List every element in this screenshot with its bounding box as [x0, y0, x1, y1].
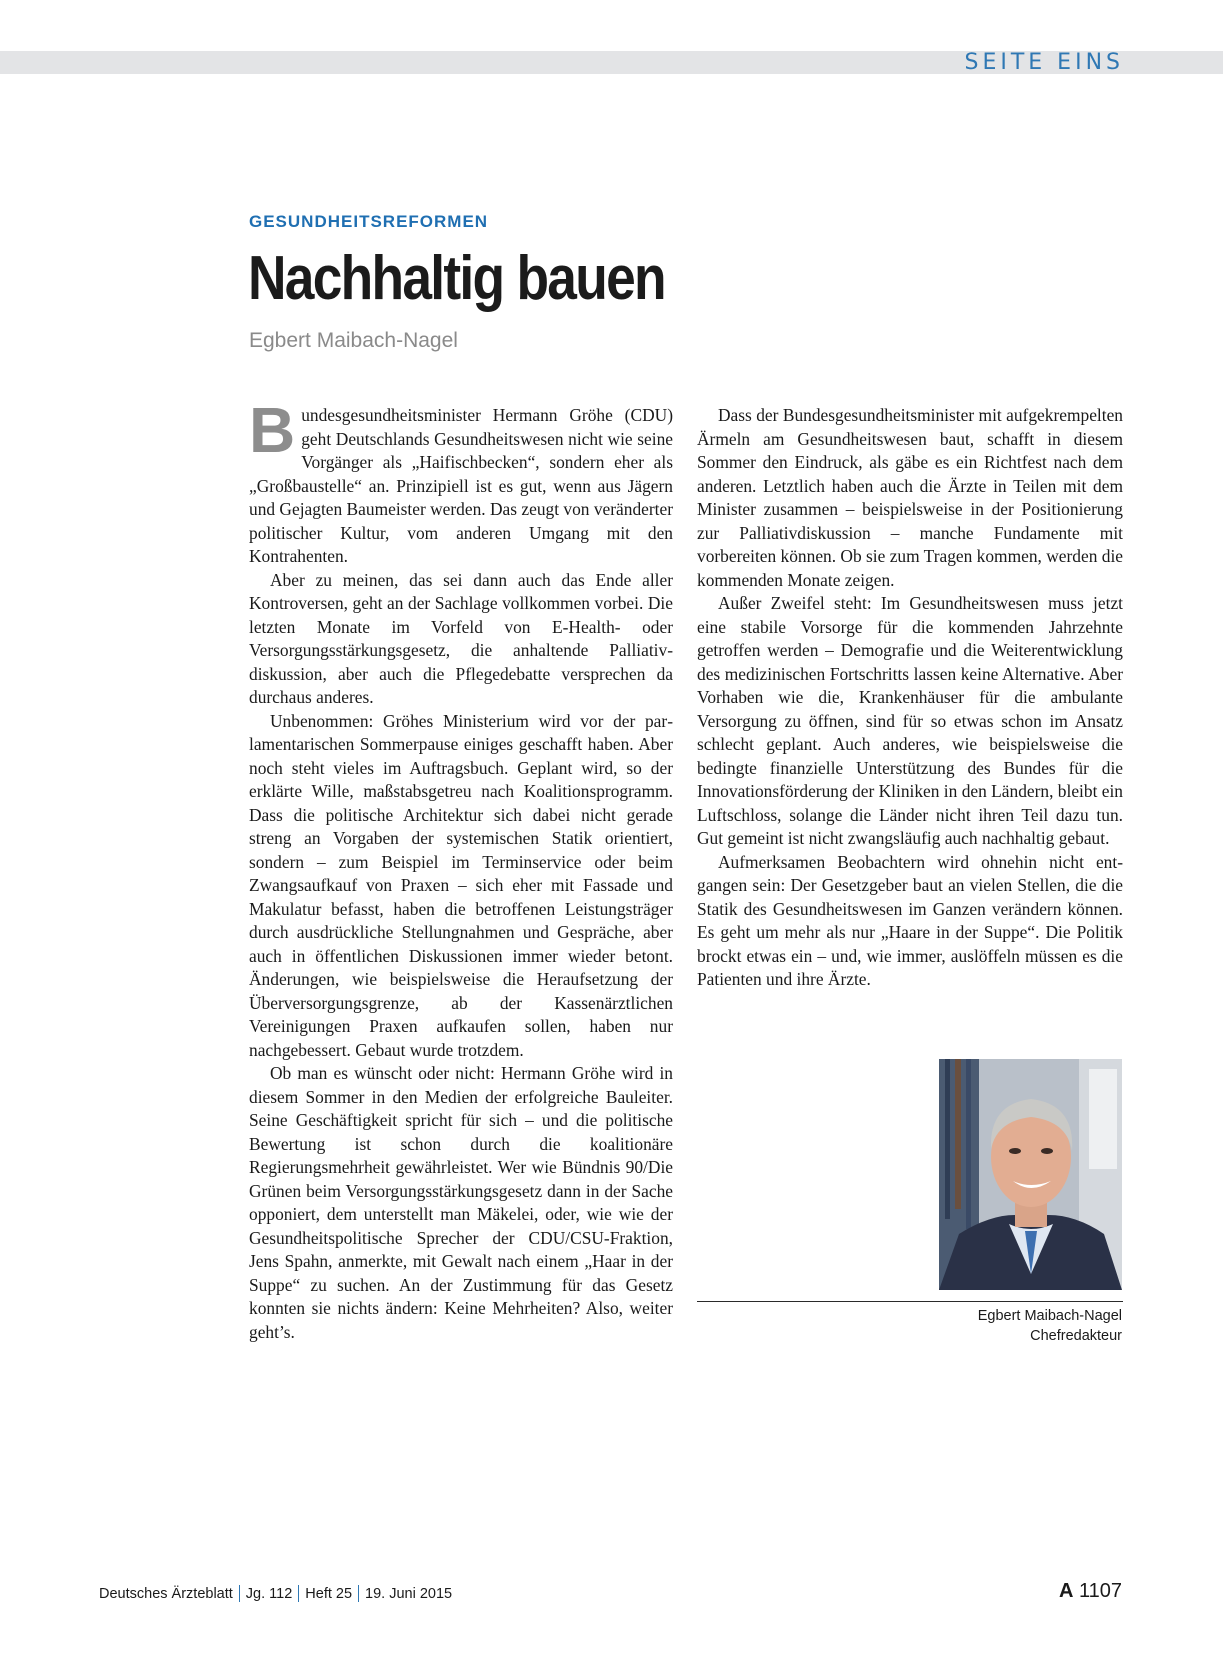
article-paragraph: Aufmerksamen Beobachtern wird ohnehin nicht entgangen sein: Der Gesetzgeber baut an vielen Stellen, die die Statik des Gesundheitswesen im Ganzen verändern können. Es geht um mehr als nur „Haare in der Suppe“. Die Politik brockt etwas ein – und, wie immer, auslöffeln müssen es die Patienten und ihre Ärzte.	[697, 851, 1123, 989]
footer-publication: Deutsches Ärzteblatt	[99, 1585, 233, 1602]
section-label: SEITE EINS	[964, 50, 1124, 75]
caption-role: Chefredakteur	[1030, 1328, 1122, 1344]
footer-separator	[239, 1585, 240, 1602]
page-prefix: A	[1058, 1580, 1074, 1602]
article-paragraph: Dass der Bundesgesundheitsminister mit aufgekrempelten Ärmeln am Gesundheitswesen baut, schafft in diesem Sommer den Eindruck, als gäbe es ein Richtfest nach dem anderen. Letztlich haben auch die Ärzte in Teilen mit dem Minister zusammen – beispielsweise in der Positionierung zur Palliativdiskussion – manche Fundamente mit vorbereiten können. Ob sie zum Tragen kommen, werden die kommenden Monate zeigen.	[697, 405, 1123, 590]
footer-page-number	[1059, 1580, 1122, 1603]
author-portrait-photo	[939, 1059, 1122, 1290]
page-number: 1107	[1078, 1580, 1122, 1602]
footer-date: 19. Juni 2015	[365, 1585, 453, 1602]
article-kicker: GESUNDHEITSREFORMEN	[249, 212, 489, 231]
article-column-right	[697, 404, 1123, 992]
footer-volume: Jg. 112	[245, 1585, 293, 1602]
article-column-left	[249, 394, 673, 1344]
article-paragraph: Ob man es wünscht oder nicht: Hermann Gröhe wird in diesem Sommer in den Medien der erfolgreiche Bauleiter. Seine Geschäftigkeit spricht für sich – und die politische Bewertung ist schon durch die koalitionäre Regierungsmehrheit gewährleistet. Wer wie Bündnis 90/Die Grünen beim Versorgungsstärkungsgesetz dann in der Sache opponiert, dem unterstellt man Mäkelei, oder, wie wie der Gesundheitspolitische Sprecher der CDU/CSU-Fraktion, Jens Spahn, anmerkte, mit Gewalt nach einem „Haar in der Suppe“ zu suchen. An der Zustimmung für das Gesetz konnten sie nichts ändern: Keine Mehrheiten? Also, weiter geht’s.	[249, 1063, 673, 1342]
drop-cap: B	[249, 394, 296, 466]
caption-name: Egbert Maibach-Nagel	[977, 1308, 1122, 1324]
footer-publication-info	[99, 1585, 452, 1602]
article-paragraph: Außer Zweifel steht: Im Gesundheitswesen muss jetzt eine stabile Vorsorge für die kommenden Jahrzehnte getroffen werden – Demografie und die Weiterentwicklung des medizinischen Fortschritts lassen keine Alternative. Aber Vorhaben wie die, Krankenhäuser für die ambulante Versorgung zu öffnen, sind für so etwas schon im Ansatz schlecht geplant. Auch anderes, wie beispielsweise die bedingte finanzielle Unterstützung des Bundes für die Innovationsförderung der Kliniken in den Ländern, bleibt ein Luftschloss, solange die Länder nicht ihren Teil dazu tun. Gut gemeint ist nicht zwangsläufig auch nachhaltig gebaut.	[697, 593, 1123, 848]
footer-separator	[358, 1585, 359, 1602]
caption-divider	[697, 1301, 1123, 1302]
article-author: Egbert Maibach-Nagel	[249, 329, 458, 352]
article-title: Nachhaltig bauen	[248, 244, 665, 313]
first-paragraph-text: undesgesundheitsminister Hermann Gröhe (CDU) geht Deutschlands Gesundheitswesen nicht wie seine Vorgänger als „Haifischbecken“, sondern eher als „Großbaustelle“ an. Prinzipiell ist es gut, wenn aus Jägern und Gejagten Baumeister werden. Das zeugt von veränderter politischer Kultur, vom anderen Umgang mit den Kontrahenten.	[249, 405, 673, 566]
footer-separator	[298, 1585, 299, 1602]
article-paragraph	[249, 394, 673, 569]
footer-issue: Heft 25	[305, 1585, 353, 1602]
article-paragraph: Aber zu meinen, das sei dann auch das Ende aller Kontroversen, geht an der Sachlage vollkommen vorbei. Die letzten Monate im Vorfeld von E-Health- oder Versorgungsstärkungsgesetz, die anhaltende Palliativdiskussion, aber auch die Pflegedebatte versprechen da durchaus anderes.	[249, 569, 673, 707]
photo-caption	[978, 1306, 1122, 1346]
article-paragraph: Unbenommen: Gröhes Ministerium wird vor der parlamentarischen Sommerpause einiges geschafft haben. Aber noch steht vieles im Auftragsbuch. Geplant wird, so der erklärte Wille, maßstabsgetreu nach Koalitionsprogramm. Dass die politische Architektur sich dabei nicht gerade streng an Vorgaben der systemischen Statik orientiert, sondern – zum Beispiel im Terminservice oder beim Zwangsaufkauf von Praxen – sich eher mit Fassade und Makulatur befasst, haben die betroffenen Leistungsträger durch ausdrückliche Stellungnahmen und Gespräche, aber auch in öffentlichen Diskussionen immer wieder betont. Änderungen, wie beispielsweise die Heraufsetzung der Überversorgungsgrenze, ab der Kassenärztlichen Vereinigungen Praxen aufkaufen sollen, haben nur nachgebessert. Gebaut wurde trotzdem.	[249, 710, 673, 1060]
